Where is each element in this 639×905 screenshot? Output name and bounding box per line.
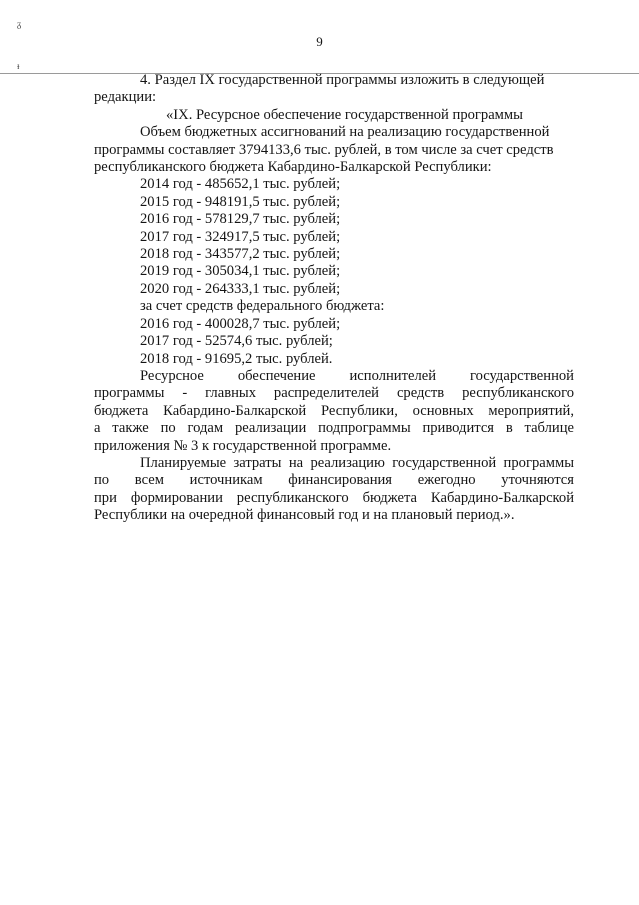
intro-line: республиканского бюджета Кабардино-Балкарской Республики: [94, 159, 492, 176]
federal-label: за счет средств федерального бюджета: [140, 298, 385, 315]
planned-line: по всем источникам финансирования ежегодно уточняются [94, 472, 574, 489]
planned-line: Республики на очередной финансовый год и на плановый период.». [94, 507, 515, 524]
budget-line-2019: 2019 год - 305034,1 тыс. рублей; [140, 263, 341, 280]
resources-line: а также по годам реализации подпрограммы приводится в таблице [94, 420, 574, 437]
document-body [94, 72, 574, 525]
intro-line: Объем бюджетных ассигнований на реализацию государственной [140, 124, 550, 141]
federal-line-2016: 2016 год - 400028,7 тыс. рублей; [140, 315, 341, 332]
budget-line-2020: 2020 год - 264333,1 тыс. рублей; [140, 280, 341, 297]
item-line: 4. Раздел IX государственной программы изложить в следующей [140, 72, 545, 88]
budget-line-2018: 2018 год - 343577,2 тыс. рублей; [140, 246, 341, 263]
budget-line-2016: 2016 год - 578129,7 тыс. рублей; [140, 211, 341, 228]
resources-line: бюджета Кабардино-Балкарской Республики, основных мероприятий, [94, 402, 574, 419]
item-line: редакции: [94, 89, 157, 106]
resources-line: Ресурсное обеспечение исполнителей государственной [140, 367, 574, 384]
page-number: 9 [316, 34, 323, 49]
federal-line-2017: 2017 год - 52574,6 тыс. рублей; [140, 333, 333, 350]
resources-line: приложения № 3 к государственной программе. [94, 437, 392, 454]
intro-line: программы составляет 3794133,6 тыс. рублей, в том числе за счет средств [94, 141, 554, 158]
budget-line-2014: 2014 год - 485652,1 тыс. рублей; [140, 176, 341, 193]
budget-line-2015: 2015 год - 948191,5 тыс. рублей; [140, 193, 341, 210]
planned-line: при формировании республиканского бюджета Кабардино-Балкарской [94, 489, 574, 506]
planned-line: Планируемые затраты на реализацию государственной программы [140, 454, 574, 471]
budget-line-2017: 2017 год - 324917,5 тыс. рублей; [140, 228, 341, 245]
scan-mark: ᵻ [17, 61, 20, 71]
section-title: «IX. Ресурсное обеспечение государственной программы [166, 106, 523, 123]
federal-line-2018: 2018 год - 91695,2 тыс. рублей. [140, 350, 333, 367]
resources-line: программы - главных распределителей средств республиканского [94, 385, 574, 402]
scan-mark: ᵹ [17, 19, 22, 29]
